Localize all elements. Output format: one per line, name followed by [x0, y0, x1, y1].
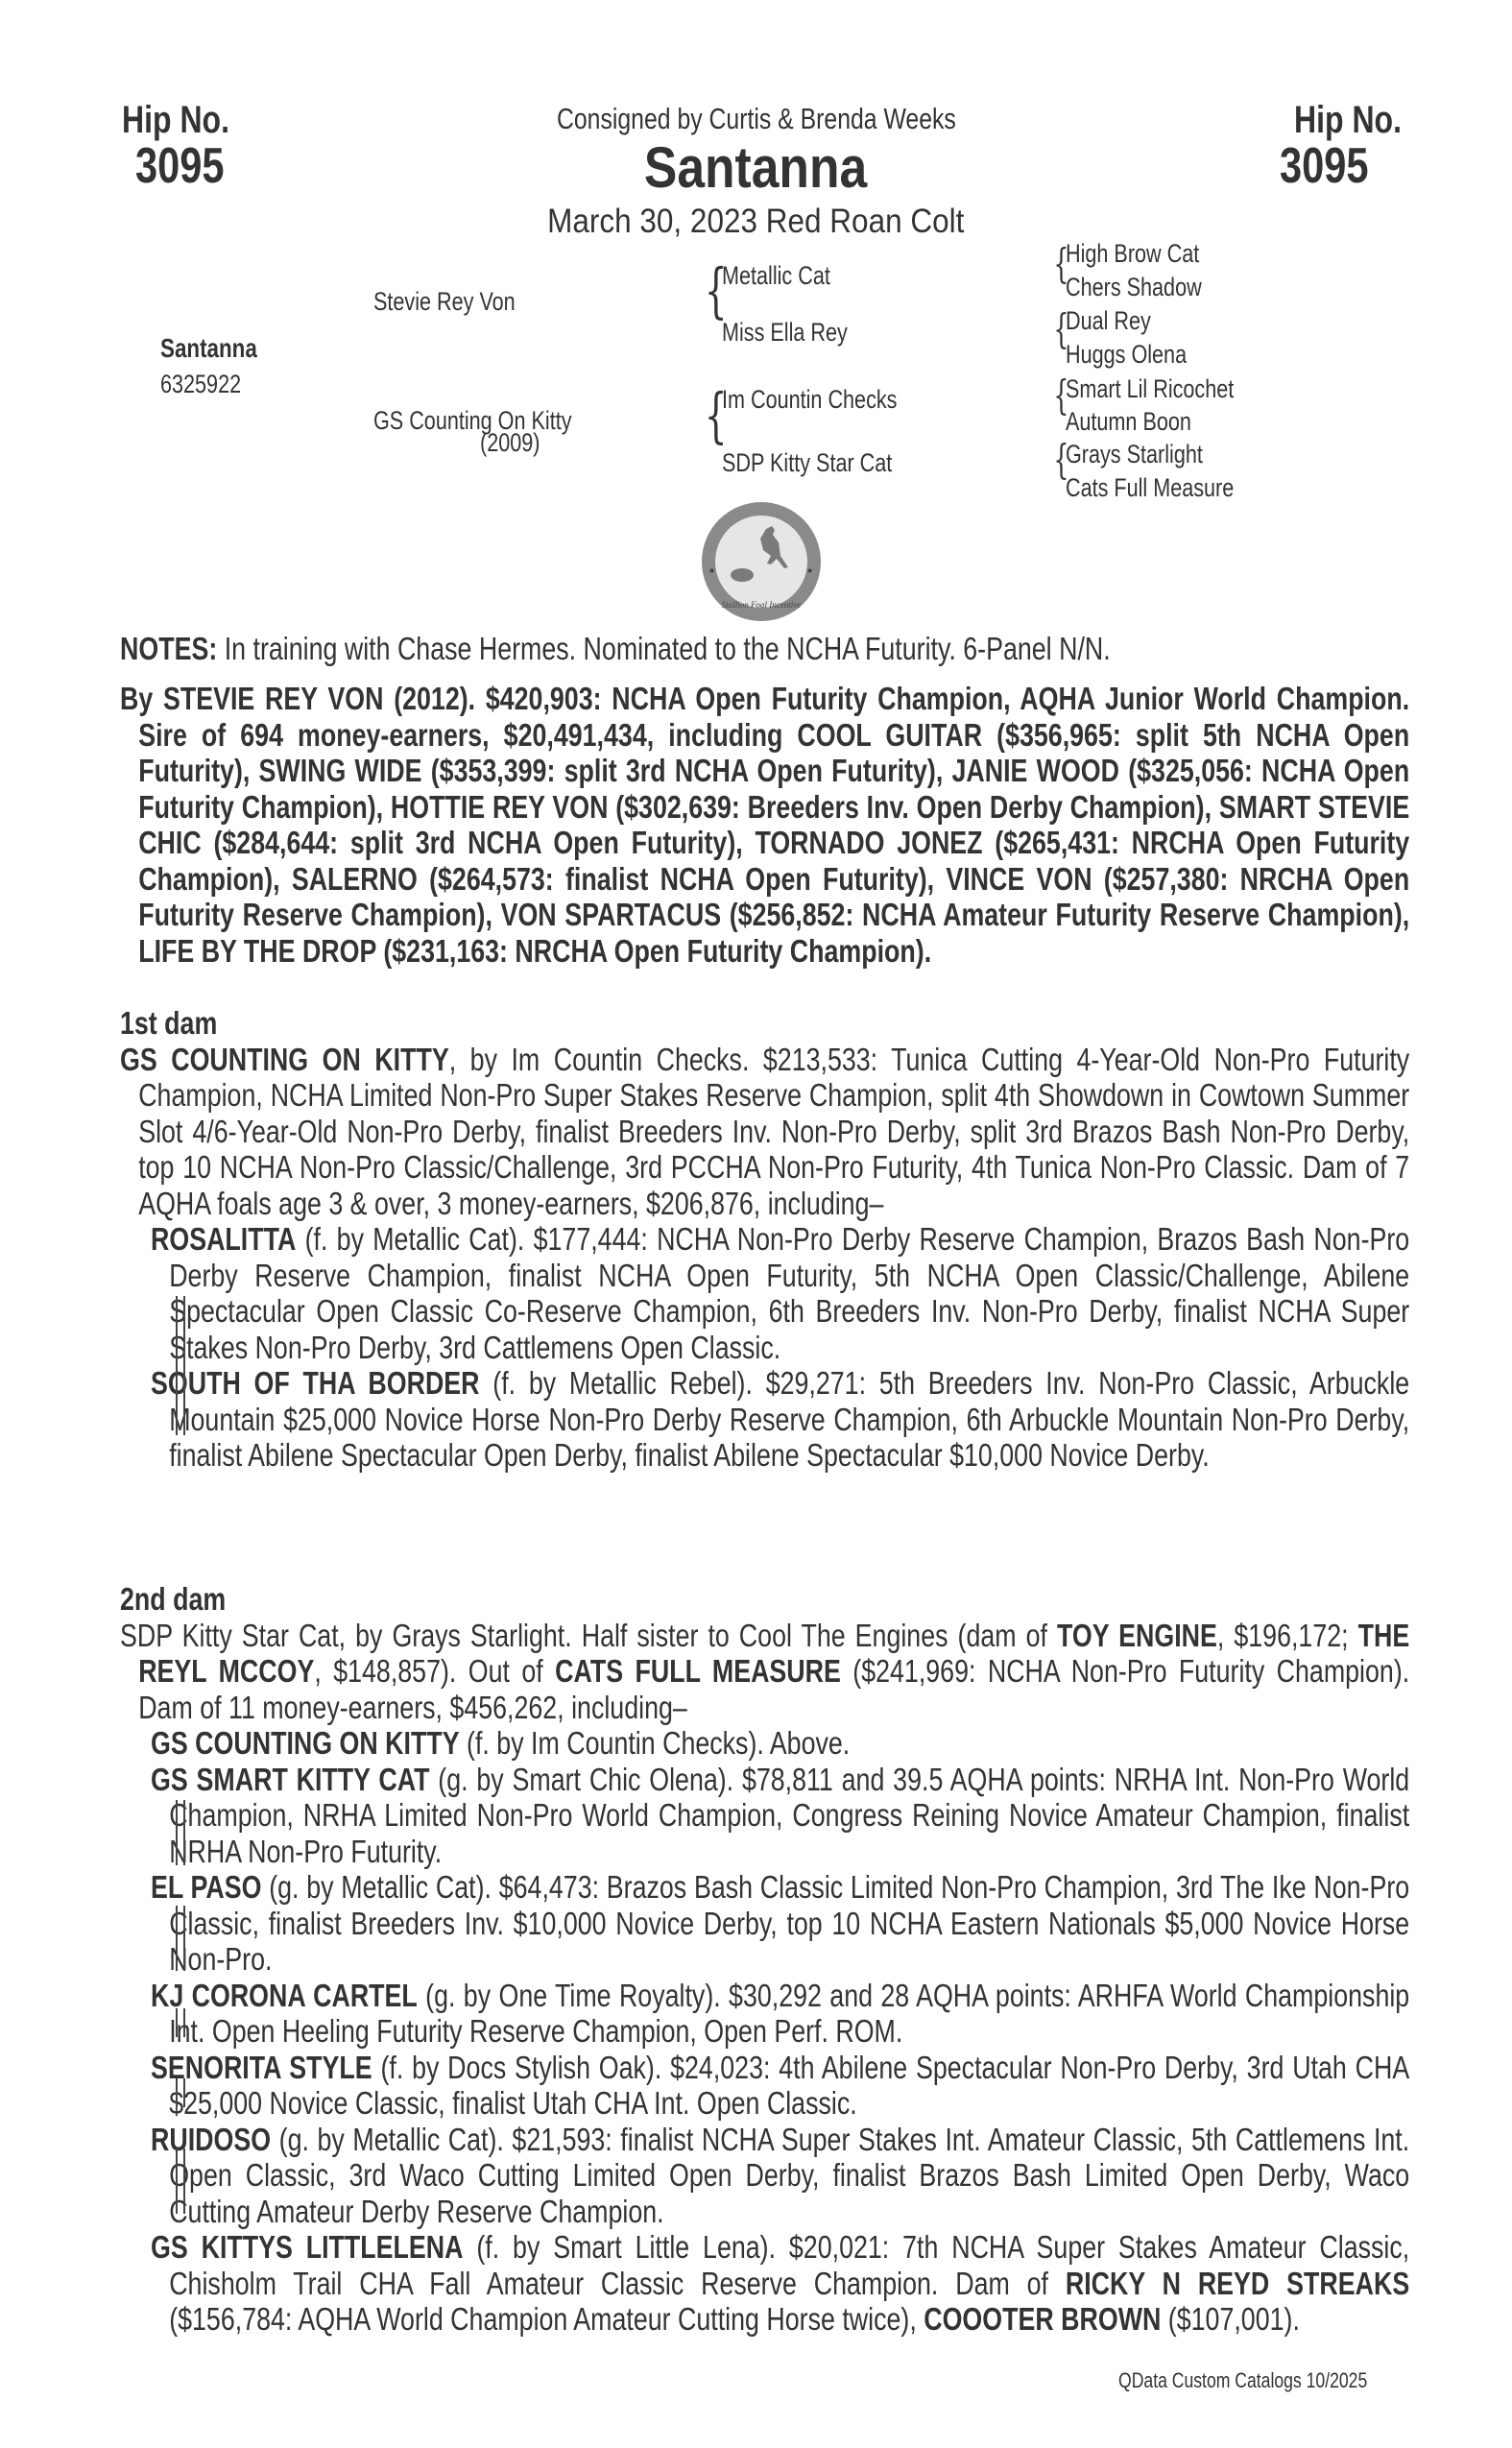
second-dam-intro-text: SDP Kitty Star Cat, by Grays Starlight. Half sister to Cool The Engines (dam of — [120, 1618, 1057, 1654]
sire-paragraph — [120, 682, 1409, 970]
hip-label-right: Hip No. — [1294, 99, 1402, 141]
produce-text: ($107,001). — [1161, 2302, 1300, 2338]
ncha-stallion-foal-incentive-logo — [689, 500, 833, 623]
produce-name: SOUTH OF THA BORDER — [151, 1366, 480, 1402]
produce-bar — [176, 1906, 185, 1971]
first-dam-text: , by Im Countin Checks. $213,533: Tunica Cutting 4-Year-Old Non-Pro Futurity Champion, NCHA Limited Non-Pro Super Stakes Reserve Champion, split 4th Showdown in Cowtown Summer Slot 4/6-Year-Old Non-Pro Derby, finalist Breeders Inv. Non-Pro Derby, split 3rd Brazos Bash Non-Pro Derby, top 10 NCHA Non-Pro Classic/Challenge, 3rd PCCHA Non-Pro Futurity, 4th Tunica Non-Pro Classic. Dam of 7 AQHA foals age 3 & over, 3 money-earners, $206,876, including– — [138, 1042, 1410, 1222]
pedigree-gen3-7: Grays Starlight — [1066, 440, 1203, 468]
brace-icon: { — [1053, 372, 1069, 419]
produce-name: SENORITA STYLE — [151, 2050, 372, 2086]
produce-offspring-name: RICKY N REYD STREAKS — [1065, 2266, 1410, 2302]
hip-label-left: Hip No. — [122, 99, 229, 141]
pedigree-gen3-2: Chers Shadow — [1066, 273, 1202, 301]
second-dam-section — [120, 1582, 1409, 2339]
footer-credit: QData Custom Catalogs 10/2025 — [1118, 2368, 1368, 2392]
produce-text: (g. by Smart Chic Olena). $78,811 and 39.5 AQHA points: NRHA Int. Non-Pro World Champion, NRHA Limited Non-Pro World Champion, Congress Reining Novice Amateur Champion, finalist NRHA Non-Pro Futurity. — [169, 1762, 1410, 1870]
produce-text: ($156,784: AQHA World Champion Amateur Cutting Horse twice), — [169, 2302, 924, 2338]
produce-text: (f. by Metallic Cat). $177,444: NCHA Non-Pro Derby Reserve Champion, Brazos Bash Non-Pro Derby Reserve Champion, finalist NCHA Open Futurity, 5th NCHA Open Classic/Challenge, Abilene Spectacular Open Classic Co-Reserve Champion, 6th Breeders Inv. Non-Pro Derby, finalist NCHA Super Stakes Non-Pro Derby, 3rd Cattlemens Open Classic. — [169, 1222, 1410, 1366]
star-icon: ★ — [806, 566, 814, 575]
second-dam-intro — [120, 1619, 1409, 1727]
foaled-row — [0, 203, 1512, 241]
produce-bar — [176, 1296, 185, 1435]
pedigree-gen3-8: Cats Full Measure — [1066, 473, 1235, 502]
produce-bar — [176, 2148, 185, 2214]
produce-text: (g. by One Time Royalty). $30,292 and 28 AQHA points: ARHFA World Championship Int. Open Heeling Futurity Reserve Champion, Open Perf. ROM. — [169, 1978, 1410, 2050]
pedigree-subject-name: Santanna — [160, 333, 257, 363]
cow-icon — [731, 568, 754, 582]
brace-icon: { — [704, 255, 728, 325]
produce-text: (f. by Im Countin Checks). Above. — [459, 1726, 851, 1762]
logo-bottom-text: Stallion Foal Incentive — [721, 600, 802, 610]
produce-text: (g. by Metallic Cat). $64,473: Brazos Bash Classic Limited Non-Pro Champion, 3rd The Ike Non-Pro Classic, finalist Breeders Inv. $10,000 Novice Derby, top 10 NCHA Eastern Nationals $5,000 Novice Horse Non-Pro. — [169, 1870, 1410, 1978]
produce-offspring-name: COOOTER BROWN — [924, 2302, 1162, 2338]
pedigree-gen3-1: High Brow Cat — [1066, 239, 1200, 268]
first-dam-section — [120, 1006, 1409, 1475]
consigned-row — [0, 102, 1512, 136]
sire-paragraph-text: By STEVIE REY VON (2012). $420,903: NCHA Open Futurity Champion, AQHA Junior World Champion. Sire of 694 money-earners, $20,491,434, including COOL GUITAR ($356,965: split 5th NCHA Open Futurity), SWING WIDE ($353,399: split 3rd NCHA Open Futurity), JANIE WOOD ($325,056: NCHA Open Futurity Champion), HOTTIE REY VON ($302,639: Breeders Inv. Open Derby Champion), SMART STEVIE CHIC ($284,644: split 3rd NCHA Open Futurity), TORNADO JONEZ ($265,431: NRCHA Open Futurity Champion), SALERNO ($264,573: finalist NCHA Open Futurity), VINCE VON ($257,380: NRCHA Open Futurity Reserve Champion), VON SPARTACUS ($256,852: NCHA Amateur Futurity Reserve Champion), LIFE BY THE DROP ($231,163: NRCHA Open Futurity Champion). — [120, 682, 1410, 970]
second-dam-intro-text: , $196,172; — [1216, 1618, 1358, 1654]
brace-icon: { — [704, 380, 728, 450]
hip-number-right: 3095 — [1280, 138, 1369, 194]
produce-text: (g. by Metallic Cat). $21,593: finalist NCHA Super Stakes Int. Amateur Classic, 5th Cattlemens Int. Open Classic, 3rd Waco Cutting Limited Open Derby, finalist Brazos Bash Limited Open Derby, Waco Cutting Amateur Derby Reserve Champion. — [169, 2122, 1410, 2230]
produce-text: (f. by Metallic Rebel). $29,271: 5th Breeders Inv. Non-Pro Classic, Arbuckle Mountain $25,000 Novice Horse Non-Pro Derby Reserve Champion, 6th Arbuckle Mountain Non-Pro Derby, finalist Abilene Spectacular Open Derby, finalist Abilene Spectacular $10,000 Novice Derby. — [169, 1366, 1410, 1474]
star-icon: ★ — [708, 566, 716, 575]
notes-text: In training with Chase Hermes. Nominated to the NCHA Futurity. 6-Panel N/N. — [217, 632, 1111, 667]
produce-name: EL PASO — [151, 1870, 262, 1906]
second-dam-bold-name: CATS FULL MEASURE — [555, 1654, 841, 1690]
produce-name: RUIDOSO — [151, 2122, 272, 2158]
consigned-by: Consigned by Curtis & Brenda Weeks — [556, 102, 956, 135]
pedigree-subject-reg: 6325922 — [160, 370, 242, 398]
produce-name: ROSALITTA — [151, 1222, 297, 1258]
hip-number-left: 3095 — [135, 138, 225, 194]
produce-bar — [176, 2008, 185, 2037]
first-dam-name: GS COUNTING ON KITTY — [120, 1042, 449, 1078]
pedigree-gen3-3: Dual Rey — [1066, 306, 1151, 335]
brace-icon: { — [1053, 305, 1069, 352]
notes — [120, 632, 1409, 668]
pedigree-dam-sire: Im Countin Checks — [722, 385, 898, 414]
produce-text: (f. by Docs Stylish Oak). $24,023: 4th Abilene Spectacular Non-Pro Derby, 3rd Utah CHA $25,000 Novice Classic, finalist Utah CHA Int. Open Classic. — [169, 2050, 1410, 2122]
produce-name: GS SMART KITTY CAT — [151, 1762, 430, 1798]
second-dam-heading: 2nd dam — [120, 1582, 227, 1618]
logo-inner-circle — [715, 516, 807, 608]
pedigree-dam-dam: SDP Kitty Star Cat — [722, 448, 893, 477]
second-dam-bold-name: THE REYL MCCOY — [138, 1618, 1410, 1690]
horse-name: Santanna — [644, 135, 868, 200]
produce-bar — [176, 2078, 185, 2107]
pedigree-dam: GS Counting On Kitty — [373, 406, 572, 435]
brace-icon: { — [1053, 240, 1069, 287]
second-dam-bold-name: TOY ENGINE — [1056, 1618, 1217, 1654]
notes-label: NOTES: — [120, 632, 218, 667]
produce-name: KJ CORONA CARTEL — [151, 1978, 418, 2014]
brace-icon: { — [1053, 436, 1069, 483]
pedigree-sire-sire: Metallic Cat — [722, 261, 830, 290]
produce-name: GS KITTYS LITTLELENA — [151, 2230, 464, 2266]
pedigree-gen3-6: Autumn Boon — [1066, 407, 1191, 436]
pedigree-gen3-4: Huggs Olena — [1066, 340, 1188, 369]
horse-name-row — [0, 134, 1512, 201]
pedigree-gen3-5: Smart Lil Ricochet — [1066, 374, 1235, 403]
second-dam-intro-text: ($241,969: NCHA Non-Pro Futurity Champion). Dam of 11 money-earners, $456,262, including– — [138, 1654, 1410, 1726]
second-dam-intro-text: , $148,857). Out of — [314, 1654, 556, 1690]
foaled-description: March 30, 2023 Red Roan Colt — [547, 203, 965, 240]
first-dam-heading: 1st dam — [120, 1006, 218, 1042]
pedigree-sire-dam: Miss Ella Rey — [722, 318, 848, 347]
produce-bar — [176, 1800, 185, 1865]
produce-text: (f. by Smart Little Lena). $20,021: 7th NCHA Super Stakes Amateur Classic, Chisholm Trail CHA Fall Amateur Classic Reserve Champion. Dam of — [169, 2230, 1410, 2302]
pedigree-dam-year: (2009) — [480, 428, 540, 457]
pedigree-sire: Stevie Rey Von — [373, 287, 516, 316]
produce-name: GS COUNTING ON KITTY — [151, 1726, 460, 1762]
